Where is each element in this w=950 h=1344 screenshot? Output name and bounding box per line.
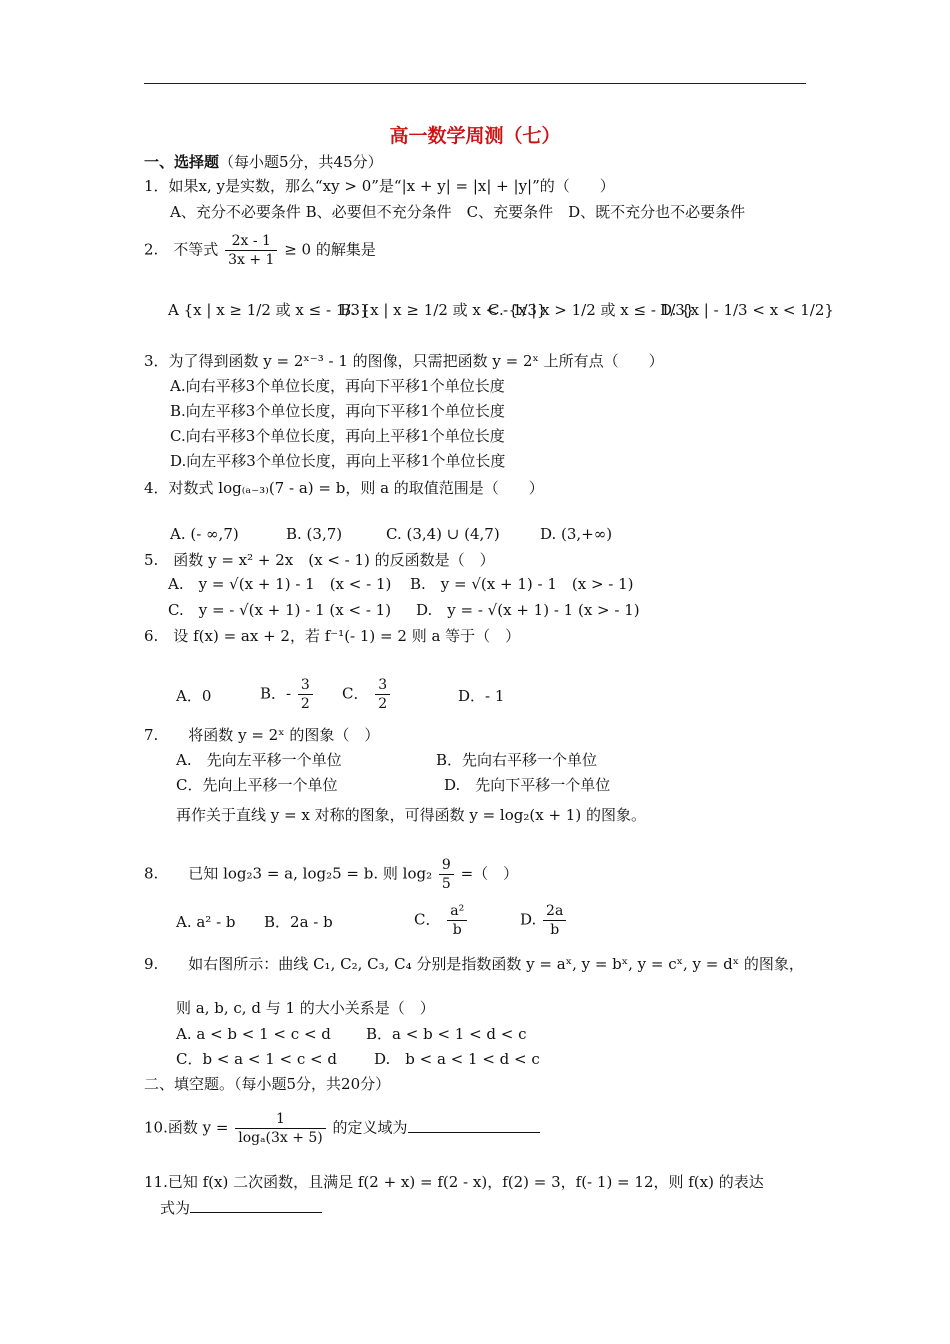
q1-stem: 1．如果x, y是实数，那么“xy > 0”是“|x + y| = |x| + |y|”的（ ）	[144, 177, 615, 195]
q10-answer-blank[interactable]	[408, 1118, 540, 1133]
q6-option-c-fraction	[375, 676, 390, 713]
q2-option-c: C. {x | x > 1/2 或 x ≤ - 1/3}	[488, 301, 695, 319]
q2-frac-den: 3x + 1	[228, 252, 275, 268]
q2-option-b: B. {x | x ≥ 1/2 或 x < - 1/3}	[340, 301, 547, 319]
q8-suffix: =（ ）	[460, 864, 519, 883]
q2-fraction	[225, 232, 277, 269]
q5-option-d: D. y = - √(x + 1) - 1 (x > - 1)	[416, 601, 640, 619]
q8-option-c	[414, 902, 469, 939]
q7-option-a: A. 先向左平移一个单位	[176, 751, 342, 769]
q5-stem: 5. 函数 y = x² + 2x (x < - 1) 的反函数是（ ）	[144, 551, 495, 569]
header-rule	[144, 83, 806, 84]
q6-stem: 6. 设 f(x) = ax + 2，若 f⁻¹(- 1) = 2 则 a 等于（ ）	[144, 627, 521, 645]
q8-option-d-fraction	[543, 902, 566, 939]
q8-option-d	[520, 902, 568, 939]
q2-suffix: ≥ 0 的解集是	[284, 240, 376, 259]
q10-prefix: 10.函数 y =	[144, 1118, 229, 1137]
q10-suffix: 的定义域为	[332, 1118, 408, 1137]
q4-option-a: A. (- ∞,7)	[170, 525, 239, 543]
q11-answer-blank[interactable]	[190, 1198, 322, 1213]
q2-stem	[144, 232, 376, 269]
q6-option-b-prefix: B．-	[260, 684, 292, 703]
q1-options: A、充分不必要条件 B、必要但不充分条件 C、充要条件 D、既不充分也不必要条件	[170, 203, 746, 221]
q8-frac-num: 9	[439, 856, 454, 875]
q8-option-c-prefix: C．	[414, 910, 441, 929]
q3-option-b: B.向左平移3个单位长度，再向下平移1个单位长度	[170, 402, 505, 420]
q10-stem	[144, 1110, 540, 1147]
q4-option-d: D. (3,+∞)	[540, 525, 613, 543]
q6-b-den: 2	[300, 696, 310, 712]
q9-stem: 9. 如右图所示：曲线 C₁, C₂, C₃, C₄ 分别是指数函数 y = aˣ, y = bˣ, y = cˣ, y = dˣ 的图象，	[144, 955, 804, 973]
q10-frac-den: logₐ(3x + 5)	[238, 1130, 323, 1146]
q8-option-a: A. a² - b	[176, 913, 236, 931]
q8-option-d-prefix: D.	[520, 910, 537, 929]
section-1-note: （每小题5分，共45分）	[219, 153, 383, 171]
q11-stem: 11.已知 f(x) 二次函数，且满足 f(2 + x) = f(2 - x)，f(2) = 3，f(- 1) = 12，则 f(x) 的表达	[144, 1173, 764, 1191]
q2-option-d: D. {x | - 1/3 < x < 1/2}	[660, 301, 834, 319]
q4-option-b: B. (3,7)	[286, 525, 343, 543]
section-1-heading	[144, 152, 383, 172]
q8-prefix: 8. 已知 log₂3 = a, log₂5 = b. 则 log₂	[144, 864, 433, 883]
q2-option-a: A {x | x ≥ 1/2 或 x ≤ - 1/3}	[168, 301, 370, 319]
q6-c-den: 2	[378, 696, 388, 712]
q3-option-a: A.向右平移3个单位长度，再向下平移1个单位长度	[170, 377, 505, 395]
section-2-heading: 二、填空题。（每小题5分，共20分）	[144, 1075, 391, 1093]
q6-option-d: D．- 1	[458, 687, 505, 705]
q8-c-num: a²	[447, 902, 467, 921]
q7-stem: 7. 将函数 y = 2ˣ 的图象（ ）	[144, 726, 380, 744]
q10-fraction	[235, 1110, 326, 1147]
section-1-title: 一、选择题	[144, 153, 220, 171]
q4-option-c: C. (3,4) ∪ (4,7)	[386, 525, 500, 543]
q7-tail: 再作关于直线 y = x 对称的图象，可得函数 y = log₂(x + 1) 的图象。	[176, 806, 646, 824]
q3-stem: 3．为了得到函数 y = 2ˣ⁻³ - 1 的图像，只需把函数 y = 2ˣ 上所有点（ ）	[144, 352, 664, 370]
q6-option-b	[260, 676, 315, 713]
q8-fraction	[439, 856, 454, 893]
q6-option-c	[342, 676, 392, 713]
q5-option-a: A. y = √(x + 1) - 1 (x < - 1)	[168, 575, 392, 593]
q6-c-num: 3	[375, 676, 390, 695]
q9-stem-2: 则 a, b, c, d 与 1 的大小关系是（ ）	[176, 999, 435, 1017]
q3-option-c: C.向右平移3个单位长度，再向上平移1个单位长度	[170, 427, 505, 445]
q2-frac-num: 2x - 1	[225, 232, 277, 251]
q6-option-b-fraction	[298, 676, 313, 713]
q9-option-a: A. a < b < 1 < c < d	[176, 1025, 331, 1043]
q10-frac-num: 1	[235, 1110, 326, 1129]
q4-stem: 4．对数式 log₍ₐ₋₃₎(7 - a) = b，则 a 的取值范围是（ ）	[144, 479, 544, 497]
q9-option-d: D. b < a < 1 < d < c	[374, 1050, 540, 1068]
q9-option-c: C．b < a < 1 < c < d	[176, 1050, 337, 1068]
q8-option-c-fraction	[447, 902, 467, 939]
q11-stem-2: 式为	[160, 1199, 191, 1217]
q8-d-num: 2a	[543, 902, 566, 921]
q3-option-d: D.向左平移3个单位长度，再向上平移1个单位长度	[170, 452, 506, 470]
q6-b-num: 3	[298, 676, 313, 695]
q5-option-c: C. y = - √(x + 1) - 1 (x < - 1)	[168, 601, 392, 619]
q11-stem-2-row	[160, 1198, 322, 1218]
q5-option-b: B. y = √(x + 1) - 1 (x > - 1)	[410, 575, 634, 593]
q8-c-den: b	[452, 922, 462, 938]
q8-stem	[144, 856, 518, 893]
q8-d-den: b	[550, 922, 560, 938]
q8-frac-den: 5	[441, 876, 451, 892]
q6-option-c-prefix: C．	[342, 684, 369, 703]
q7-option-c: C．先向上平移一个单位	[176, 776, 338, 794]
q9-option-b: B．a < b < 1 < d < c	[366, 1025, 527, 1043]
page-title: 高一数学周测（七）	[389, 125, 561, 147]
q8-option-b: B．2a - b	[264, 913, 333, 931]
q7-option-b: B．先向右平移一个单位	[436, 751, 598, 769]
q7-option-d: D. 先向下平移一个单位	[444, 776, 611, 794]
q2-prefix: 2. 不等式	[144, 240, 219, 259]
q6-option-a: A．0	[176, 687, 212, 705]
